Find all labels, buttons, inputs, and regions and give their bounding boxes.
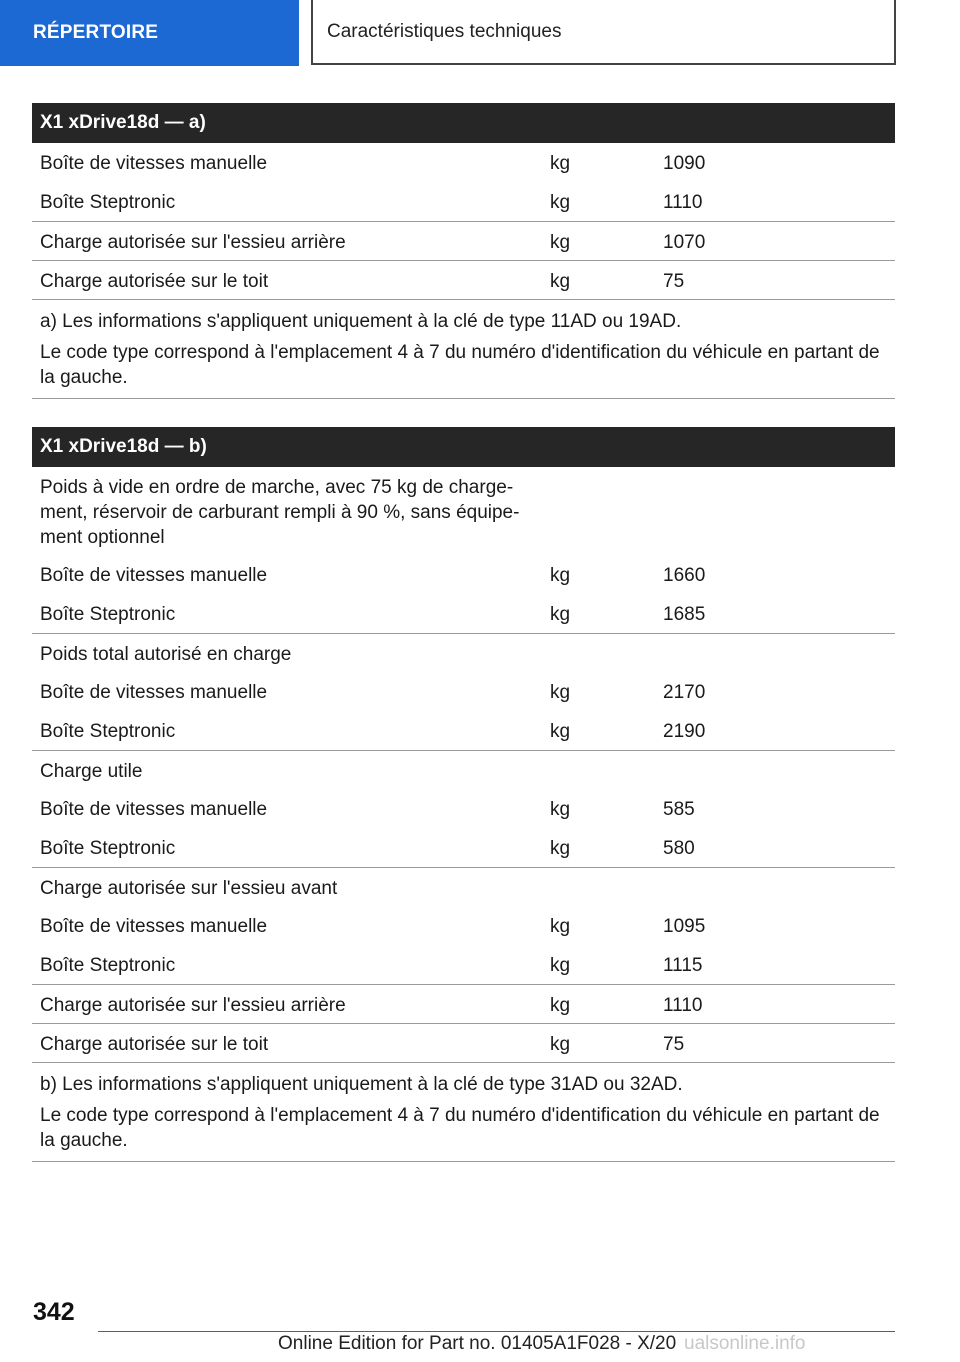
spec-table-b: [32, 427, 895, 1162]
section-header-row: [32, 750, 895, 789]
spec-table-a: [32, 103, 895, 399]
section-header-row: [32, 467, 895, 555]
row-value: 1685: [655, 594, 895, 633]
row-unit: kg: [550, 682, 571, 703]
footer-divider: [98, 1331, 895, 1332]
row-label: Charge autorisée sur l'essieu arrière: [32, 984, 542, 1023]
index-button[interactable]: RÉPERTOIRE: [0, 0, 299, 66]
table-row: [32, 182, 895, 221]
row-unit: kg: [542, 260, 655, 299]
row-unit: kg: [550, 916, 571, 937]
row-label: Boîte de vitesses manuelle: [40, 682, 268, 703]
row-label: Boîte Steptronic: [32, 594, 542, 633]
row-value: 1110: [655, 984, 895, 1023]
row-label: Charge autorisée sur le toit: [32, 1023, 542, 1062]
row-label: Boîte Steptronic: [32, 182, 542, 221]
row-unit: kg: [550, 799, 571, 820]
row-label: Boîte de vitesses manuelle: [40, 153, 268, 174]
table-row: [32, 984, 895, 1023]
footnote-text: a) Les informations s'appliquent uniquement à la clé de type 11AD ou 19AD.: [40, 310, 682, 332]
row-label: Boîte Steptronic: [32, 828, 542, 867]
table-row: [32, 906, 895, 945]
table-row: [32, 789, 895, 828]
row-label: Boîte de vitesses manuelle: [40, 916, 268, 937]
table-title: X1 xDrive18d — b): [32, 427, 895, 467]
table-note: [32, 299, 895, 398]
section-label: Poids total autorisé en charge: [40, 643, 292, 665]
section-label: Poids à vide en ordre de marche, avec 75 kg de charge-ment, réservoir de carburant rempli à 90 %, sans équipe-ment optionnel: [40, 477, 520, 548]
row-value: 1660: [663, 565, 706, 586]
section-label: Charge utile: [40, 760, 143, 782]
table-row: [32, 221, 895, 260]
row-label: Boîte Steptronic: [32, 711, 542, 750]
table-row: [32, 828, 895, 867]
page-header: [0, 0, 960, 66]
row-unit: kg: [542, 1023, 655, 1062]
row-unit: kg: [542, 984, 655, 1023]
edition-text: Online Edition for Part no. 01405A1F028 - X/20: [278, 1333, 677, 1354]
table-row: [32, 945, 895, 984]
row-value: 580: [655, 828, 895, 867]
section-header-row: [32, 633, 895, 672]
table-row: [32, 555, 895, 594]
row-label: Boîte de vitesses manuelle: [40, 565, 268, 586]
row-value: 1070: [655, 221, 895, 260]
section-header-row: [32, 867, 895, 906]
row-value: 585: [663, 799, 695, 820]
section-label: Charge autorisée sur l'essieu avant: [40, 877, 338, 899]
footnote-text: b) Les informations s'appliquent uniquement à la clé de type 31AD ou 32AD.: [40, 1073, 683, 1095]
row-value: 1095: [663, 916, 706, 937]
page-number: 342: [33, 1298, 75, 1326]
table-row: [32, 672, 895, 711]
table-row: [32, 143, 895, 182]
table-row: [32, 711, 895, 750]
table-note: [32, 1062, 895, 1161]
row-unit: kg: [550, 565, 571, 586]
row-value: 75: [655, 1023, 895, 1062]
row-unit: kg: [542, 221, 655, 260]
row-value: 1110: [655, 182, 895, 221]
row-label: Charge autorisée sur l'essieu arrière: [32, 221, 542, 260]
table-row: [32, 1023, 895, 1062]
row-label: Charge autorisée sur le toit: [32, 260, 542, 299]
row-value: 2170: [663, 682, 706, 703]
row-value: 75: [655, 260, 895, 299]
footnote-text: Le code type correspond à l'emplacement 4 à 7 du numéro d'identification du véhicule en partant de la gauche.: [40, 1104, 880, 1151]
watermark: ualsonline.info: [684, 1333, 806, 1354]
row-unit: kg: [542, 182, 655, 221]
row-unit: kg: [542, 945, 655, 984]
table-row: [32, 594, 895, 633]
row-label: Boîte Steptronic: [32, 945, 542, 984]
row-unit: kg: [542, 594, 655, 633]
footnote-text: Le code type correspond à l'emplacement 4 à 7 du numéro d'identification du véhicule en partant de la gauche.: [40, 341, 880, 388]
row-unit: kg: [550, 153, 571, 174]
row-value: 2190: [655, 711, 895, 750]
chapter-title: Caractéristiques techniques: [311, 0, 896, 65]
row-value: 1090: [663, 153, 706, 174]
row-unit: kg: [542, 828, 655, 867]
table-title: X1 xDrive18d — a): [32, 103, 895, 143]
row-unit: kg: [542, 711, 655, 750]
row-label: Boîte de vitesses manuelle: [40, 799, 268, 820]
table-row: [32, 260, 895, 299]
row-value: 1115: [655, 945, 895, 984]
